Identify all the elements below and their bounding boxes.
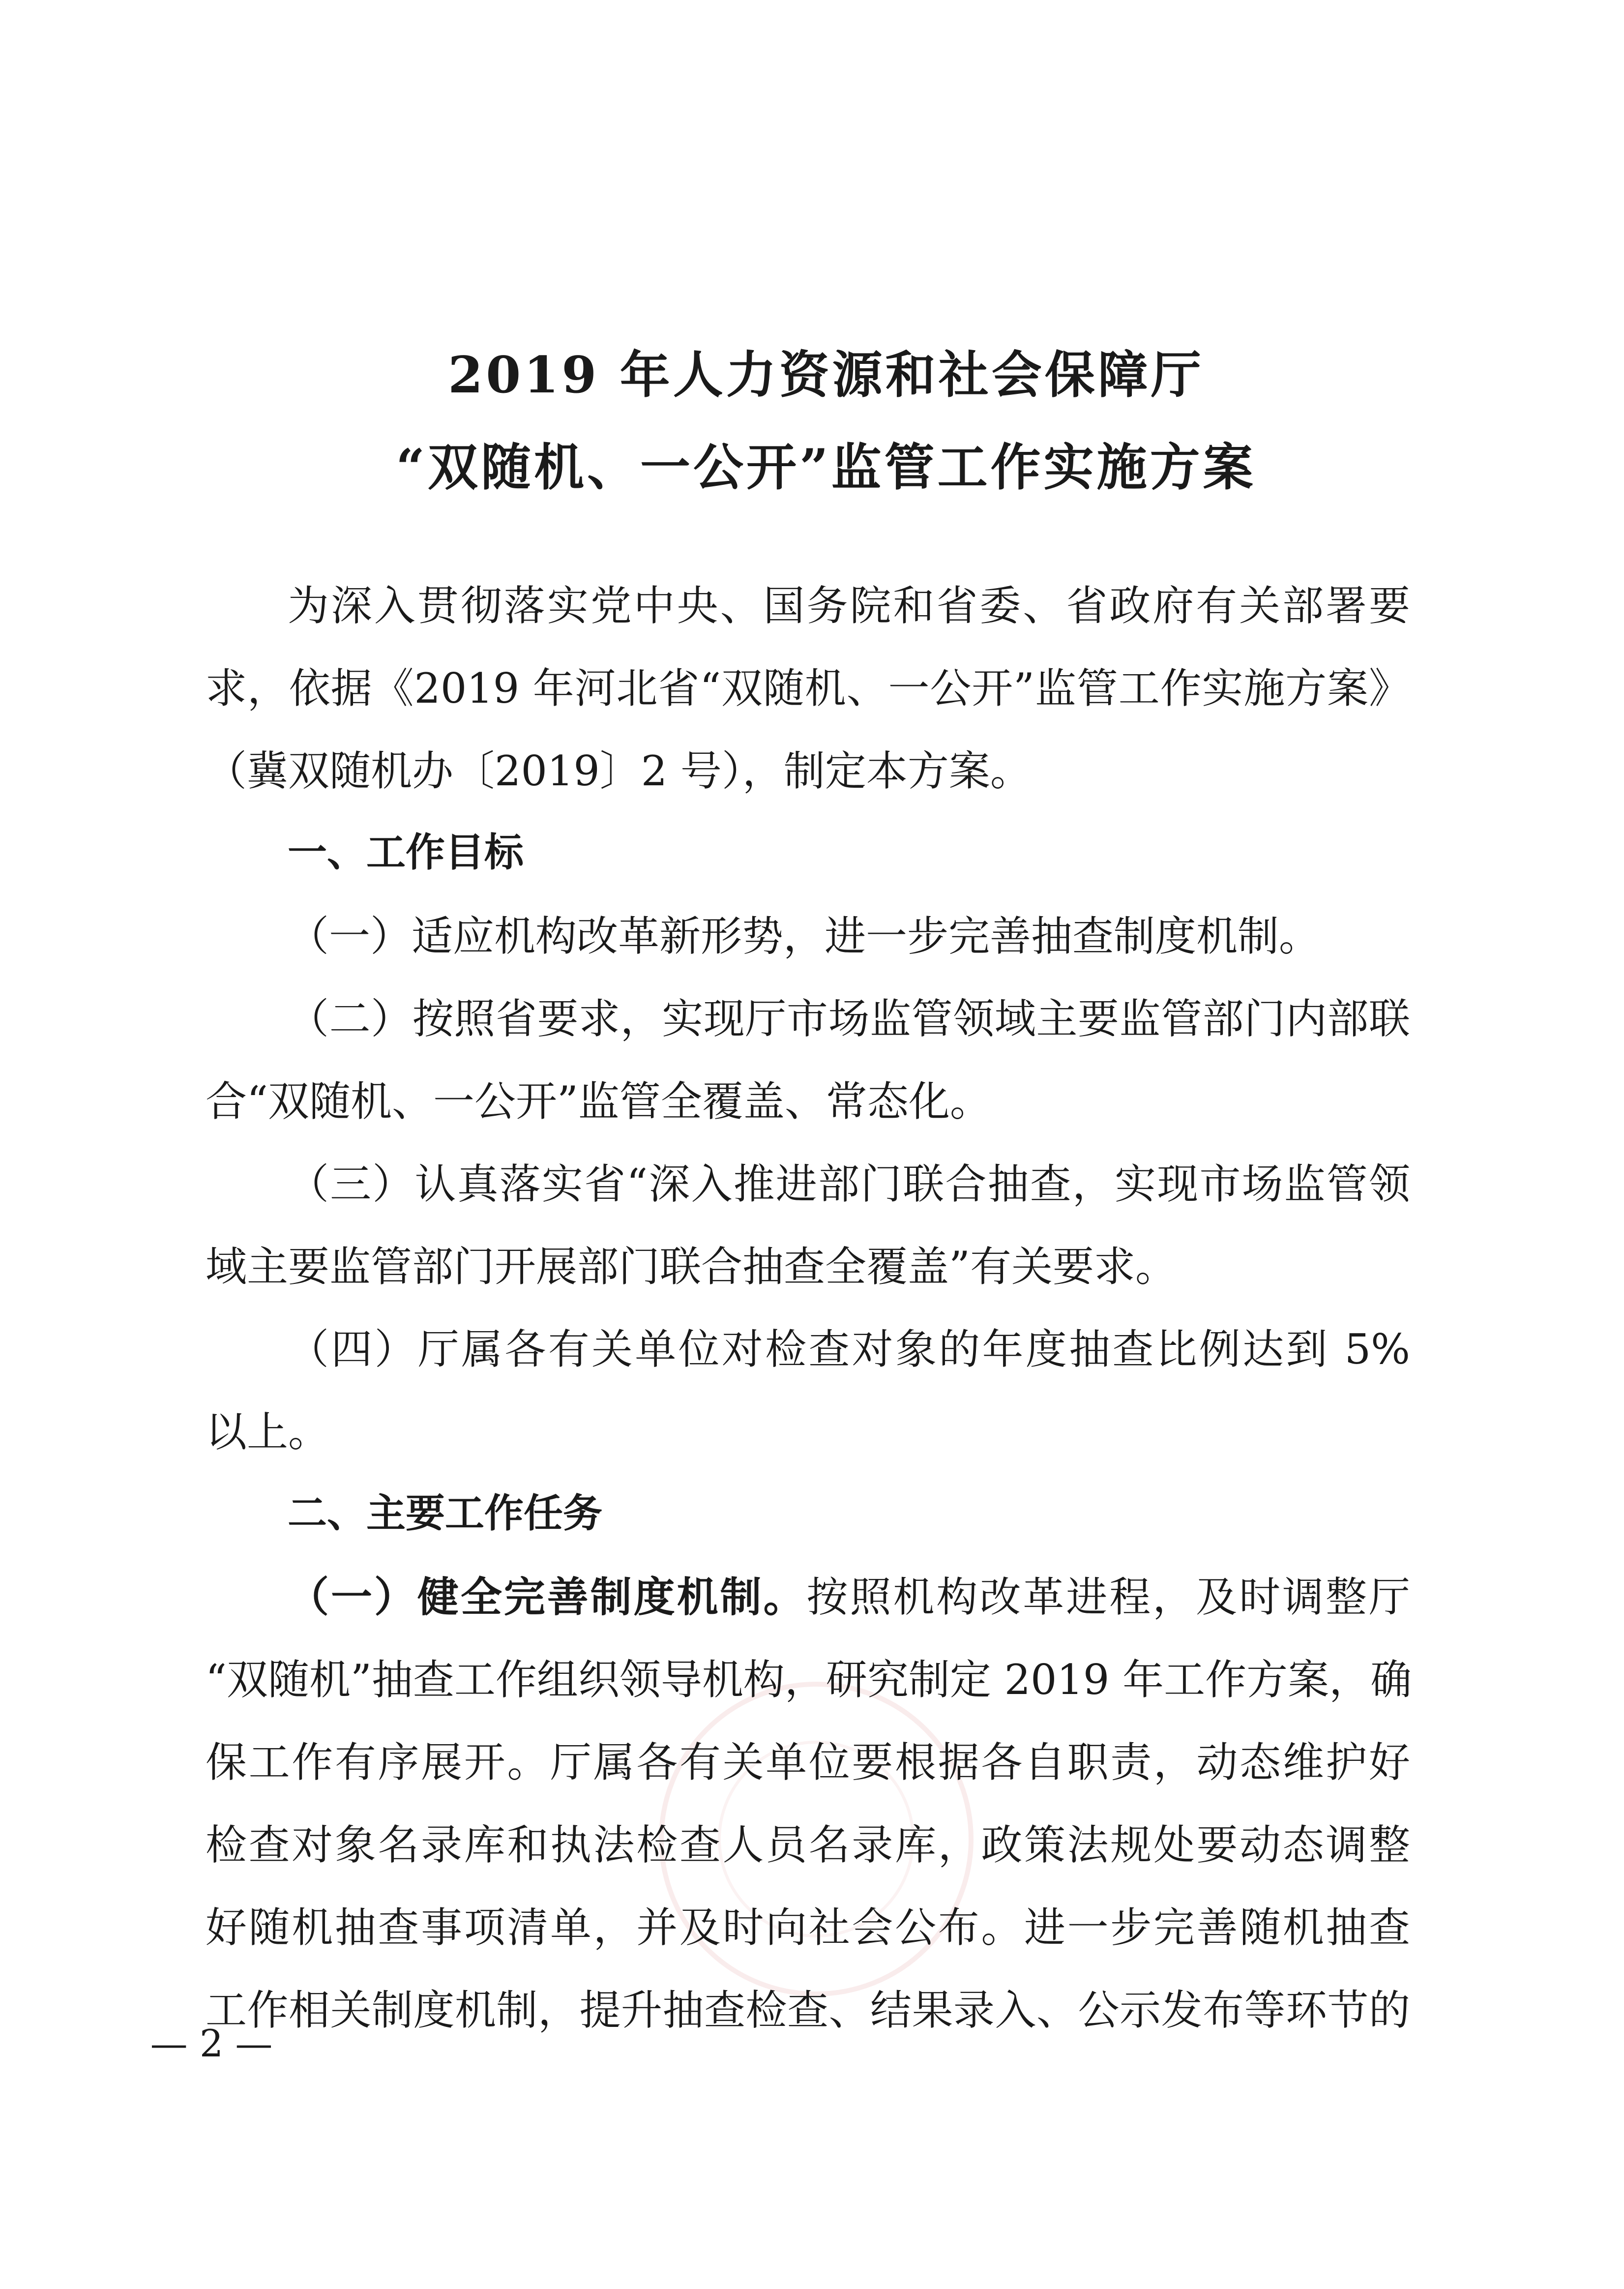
body-line-5: （一）适应机构改革新形势，进一步完善抽查制度机制。 [288, 912, 1321, 960]
document-title-line-1: 2019 年人力资源和社会保障厅 [448, 346, 1204, 405]
body-line-1: 为深入贯彻落实党中央、国务院和省委、省政府有关部署要 [288, 582, 1410, 630]
body-line-16: 检查对象名录库和执法检查人员名录库，政策法规处要动态调整 [206, 1821, 1410, 1869]
section-heading-1: 一、工作目标 [288, 830, 524, 875]
body-line-15: 保工作有序展开。厅属各有关单位要根据各自职责，动态维护好 [206, 1738, 1410, 1786]
subsection-lead: （一）健全完善制度机制。 [288, 1573, 807, 1621]
body-line-14: “双随机”抽查工作组织领导机构，研究制定 2019 年工作方案，确 [206, 1656, 1412, 1704]
subsection-body: 按照机构改革进程，及时调整厅 [806, 1573, 1410, 1621]
body-line-3: （冀双随机办〔2019〕2 号），制定本方案。 [206, 747, 1032, 795]
section-heading-2: 二、主要工作任务 [288, 1490, 602, 1536]
body-line-2: 求，依据《2019 年河北省“双随机、一公开”监管工作实施方案》 [206, 664, 1410, 713]
body-line-6: （二）按照省要求，实现厅市场监管领域主要监管部门内部联 [288, 995, 1410, 1043]
body-line-8: （三）认真落实省“深入推进部门联合抽查，实现市场监管领 [288, 1160, 1410, 1208]
body-line-11: 以上。 [206, 1408, 330, 1456]
body-line-18: 工作相关制度机制，提升抽查检查、结果录入、公示发布等环节的 [206, 1986, 1410, 2034]
body-line-7: 合“双随机、一公开”监管全覆盖、常态化。 [206, 1077, 991, 1126]
page-number: — 2 — [150, 2021, 273, 2065]
body-line-10: （四）厅属各有关单位对检查对象的年度抽查比例达到 5% [288, 1325, 1410, 1373]
body-line-13 [288, 1573, 1410, 1621]
body-line-9: 域主要监管部门开展部门联合抽查全覆盖”有关要求。 [206, 1243, 1177, 1291]
body-line-17: 好随机抽查事项清单，并及时向社会公布。进一步完善随机抽查 [206, 1903, 1410, 1952]
document-title-line-2: “双随机、一公开”监管工作实施方案 [396, 438, 1256, 497]
